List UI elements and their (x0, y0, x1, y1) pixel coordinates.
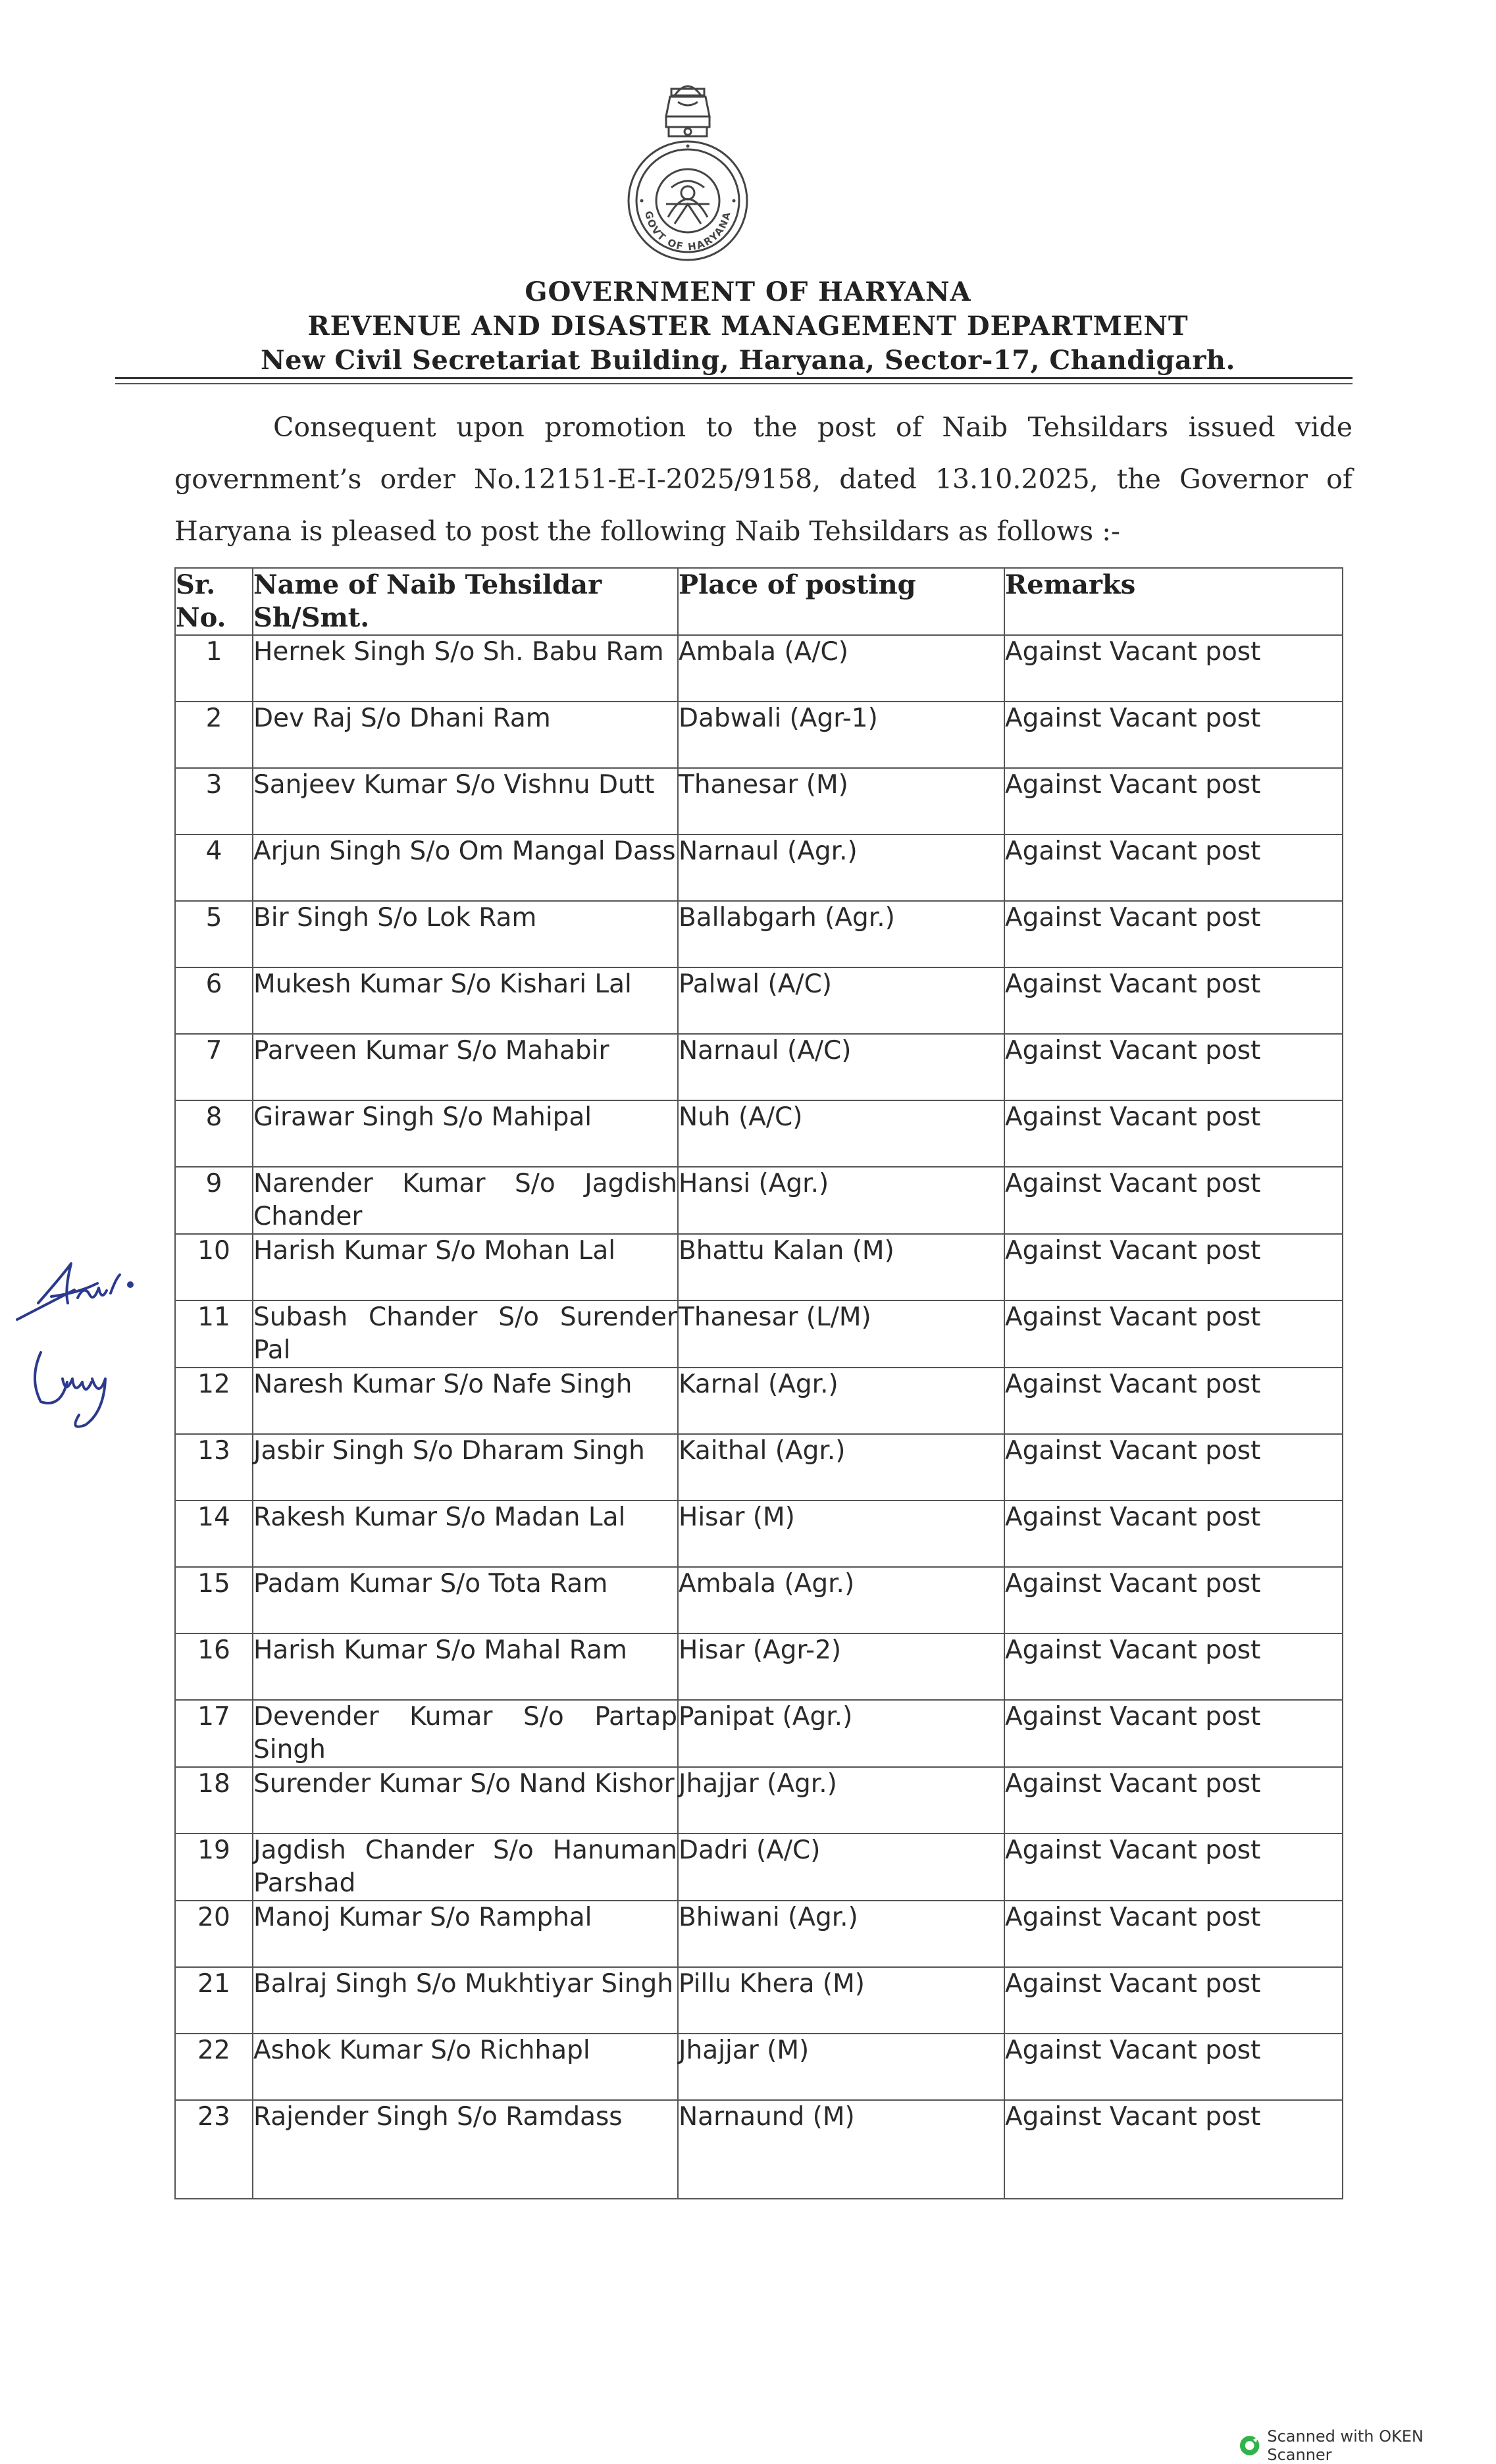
table-row (175, 1501, 1343, 1567)
svg-text:GOVT OF HARYANA: GOVT OF HARYANA (642, 209, 733, 253)
header-remarks: Remarks (1004, 568, 1343, 635)
header-divider-secondary (115, 383, 1353, 384)
table-row (175, 1633, 1343, 1700)
row-place: Hisar (M) (678, 1501, 1004, 1567)
header-divider (115, 377, 1353, 379)
row-remarks: Against Vacant post (1004, 1100, 1343, 1167)
table-row (175, 768, 1343, 834)
table-row (175, 1034, 1343, 1100)
table-row (175, 1567, 1343, 1633)
row-remarks: Against Vacant post (1004, 635, 1343, 702)
row-place: Jhajjar (M) (678, 2034, 1004, 2100)
row-remarks: Against Vacant post (1004, 1767, 1343, 1834)
row-place: Palwal (A/C) (678, 967, 1004, 1034)
posting-table (174, 567, 1343, 2199)
handwritten-initials-icon (12, 1257, 163, 1329)
row-sr-no: 9 (175, 1167, 253, 1234)
row-sr-no: 16 (175, 1633, 253, 1700)
row-remarks: Against Vacant post (1004, 768, 1343, 834)
row-name: Hernek Singh S/o Sh. Babu Ram (253, 635, 678, 702)
row-place: Dadri (A/C) (678, 1834, 1004, 1901)
row-sr-no: 23 (175, 2100, 253, 2199)
row-remarks: Against Vacant post (1004, 2034, 1343, 2100)
row-remarks: Against Vacant post (1004, 1901, 1343, 1967)
row-name: Jagdish Chander S/o Hanuman Parshad (253, 1834, 678, 1901)
row-remarks: Against Vacant post (1004, 1167, 1343, 1234)
row-remarks: Against Vacant post (1004, 1700, 1343, 1767)
row-sr-no: 2 (175, 702, 253, 768)
row-name: Narender Kumar S/o Jagdish Chander (253, 1167, 678, 1234)
table-row (175, 1368, 1343, 1434)
scanner-footer (1239, 2427, 1489, 2464)
row-sr-no: 4 (175, 834, 253, 901)
header-place: Place of posting (678, 568, 1004, 635)
row-remarks: Against Vacant post (1004, 1567, 1343, 1633)
row-name: Sanjeev Kumar S/o Vishnu Dutt (253, 768, 678, 834)
order-paragraph (174, 401, 1353, 557)
row-place: Thanesar (L/M) (678, 1300, 1004, 1368)
row-place: Nuh (A/C) (678, 1100, 1004, 1167)
row-name: Mukesh Kumar S/o Kishari Lal (253, 967, 678, 1034)
row-sr-no: 15 (175, 1567, 253, 1633)
row-sr-no: 19 (175, 1834, 253, 1901)
row-sr-no: 6 (175, 967, 253, 1034)
row-sr-no: 17 (175, 1700, 253, 1767)
row-name: Manoj Kumar S/o Ramphal (253, 1901, 678, 1967)
row-sr-no: 11 (175, 1300, 253, 1368)
row-name: Dev Raj S/o Dhani Ram (253, 702, 678, 768)
row-name: Harish Kumar S/o Mahal Ram (253, 1633, 678, 1700)
row-place: Dabwali (Agr-1) (678, 702, 1004, 768)
row-name: Subash Chander S/o Surender Pal (253, 1300, 678, 1368)
row-remarks: Against Vacant post (1004, 702, 1343, 768)
department-header-line2: REVENUE AND DISASTER MANAGEMENT DEPARTMENT (307, 311, 1189, 342)
header-sr-no: Sr. No. (175, 568, 253, 635)
table-row (175, 1767, 1343, 1834)
row-sr-no: 21 (175, 1967, 253, 2034)
row-place: Bhiwani (Agr.) (678, 1901, 1004, 1967)
row-sr-no: 13 (175, 1434, 253, 1501)
row-place: Ambala (A/C) (678, 635, 1004, 702)
row-sr-no: 22 (175, 2034, 253, 2100)
table-row (175, 1434, 1343, 1501)
row-sr-no: 3 (175, 768, 253, 834)
row-place: Hansi (Agr.) (678, 1167, 1004, 1234)
table-row (175, 1901, 1343, 1967)
table-row (175, 967, 1343, 1034)
row-place: Karnal (Agr.) (678, 1368, 1004, 1434)
row-remarks: Against Vacant post (1004, 967, 1343, 1034)
table-row (175, 1234, 1343, 1300)
row-sr-no: 14 (175, 1501, 253, 1567)
table-row (175, 1967, 1343, 2034)
table-header-row (175, 568, 1343, 635)
row-name: Jasbir Singh S/o Dharam Singh (253, 1434, 678, 1501)
table-row (175, 1700, 1343, 1767)
table-row (175, 702, 1343, 768)
department-address: New Civil Secretariat Building, Haryana, Sector-17, Chandigarh. (261, 345, 1235, 376)
row-place: Narnaul (Agr.) (678, 834, 1004, 901)
table-row (175, 834, 1343, 901)
table-row (175, 1834, 1343, 1901)
row-sr-no: 12 (175, 1368, 253, 1434)
row-sr-no: 10 (175, 1234, 253, 1300)
oken-scanner-logo-icon (1239, 2434, 1260, 2457)
row-name: Ashok Kumar S/o Richhapl (253, 2034, 678, 2100)
table-row (175, 1100, 1343, 1167)
header-name: Name of Naib Tehsildar Sh/Smt. (253, 568, 678, 635)
row-remarks: Against Vacant post (1004, 901, 1343, 967)
row-sr-no: 5 (175, 901, 253, 967)
row-name: Devender Kumar S/o Partap Singh (253, 1700, 678, 1767)
row-name: Arjun Singh S/o Om Mangal Dass (253, 834, 678, 901)
row-place: Pillu Khera (M) (678, 1967, 1004, 2034)
row-name: Parveen Kumar S/o Mahabir (253, 1034, 678, 1100)
row-name: Girawar Singh S/o Mahipal (253, 1100, 678, 1167)
haryana-emblem-icon (619, 76, 757, 267)
row-remarks: Against Vacant post (1004, 1633, 1343, 1700)
row-sr-no: 20 (175, 1901, 253, 1967)
row-place: Panipat (Agr.) (678, 1700, 1004, 1767)
row-name: Surender Kumar S/o Nand Kishor (253, 1767, 678, 1834)
row-place: Bhattu Kalan (M) (678, 1234, 1004, 1300)
table-row (175, 2100, 1343, 2199)
row-name: Harish Kumar S/o Mohan Lal (253, 1234, 678, 1300)
table-row (175, 901, 1343, 967)
row-place: Narnaul (A/C) (678, 1034, 1004, 1100)
row-place: Ambala (Agr.) (678, 1567, 1004, 1633)
order-text: Consequent upon promotion to the post of Naib Tehsildars issued vide government’s order No.12151-E-I-2025/9158, dated 13.10.2025, the Governor of Haryana is pleased to post the following Naib Tehsildars as follows :- (174, 411, 1353, 547)
row-remarks: Against Vacant post (1004, 1834, 1343, 1901)
row-place: Ballabgarh (Agr.) (678, 901, 1004, 967)
row-name: Bir Singh S/o Lok Ram (253, 901, 678, 967)
footer-text: Scanned with OKEN Scanner (1267, 2427, 1424, 2464)
row-place: Thanesar (M) (678, 768, 1004, 834)
row-name: Balraj Singh S/o Mukhtiyar Singh (253, 1967, 678, 2034)
row-remarks: Against Vacant post (1004, 1967, 1343, 2034)
row-remarks: Against Vacant post (1004, 1434, 1343, 1501)
row-place: Jhajjar (Agr.) (678, 1767, 1004, 1834)
row-place: Kaithal (Agr.) (678, 1434, 1004, 1501)
row-remarks: Against Vacant post (1004, 1300, 1343, 1368)
row-remarks: Against Vacant post (1004, 2100, 1343, 2199)
table-row (175, 1167, 1343, 1234)
row-sr-no: 18 (175, 1767, 253, 1834)
row-remarks: Against Vacant post (1004, 1034, 1343, 1100)
table-row (175, 1300, 1343, 1368)
row-name: Rajender Singh S/o Ramdass (253, 2100, 678, 2199)
table-row (175, 2034, 1343, 2100)
handwritten-signature-icon (26, 1339, 125, 1431)
row-name: Rakesh Kumar S/o Madan Lal (253, 1501, 678, 1567)
row-sr-no: 1 (175, 635, 253, 702)
row-name: Padam Kumar S/o Tota Ram (253, 1567, 678, 1633)
row-sr-no: 8 (175, 1100, 253, 1167)
row-name: Naresh Kumar S/o Nafe Singh (253, 1368, 678, 1434)
row-remarks: Against Vacant post (1004, 1234, 1343, 1300)
row-remarks: Against Vacant post (1004, 1501, 1343, 1567)
row-place: Hisar (Agr-2) (678, 1633, 1004, 1700)
row-place: Narnaund (M) (678, 2100, 1004, 2199)
department-header-line1: GOVERNMENT OF HARYANA (525, 276, 971, 307)
row-remarks: Against Vacant post (1004, 834, 1343, 901)
row-sr-no: 7 (175, 1034, 253, 1100)
table-row (175, 635, 1343, 702)
row-remarks: Against Vacant post (1004, 1368, 1343, 1434)
